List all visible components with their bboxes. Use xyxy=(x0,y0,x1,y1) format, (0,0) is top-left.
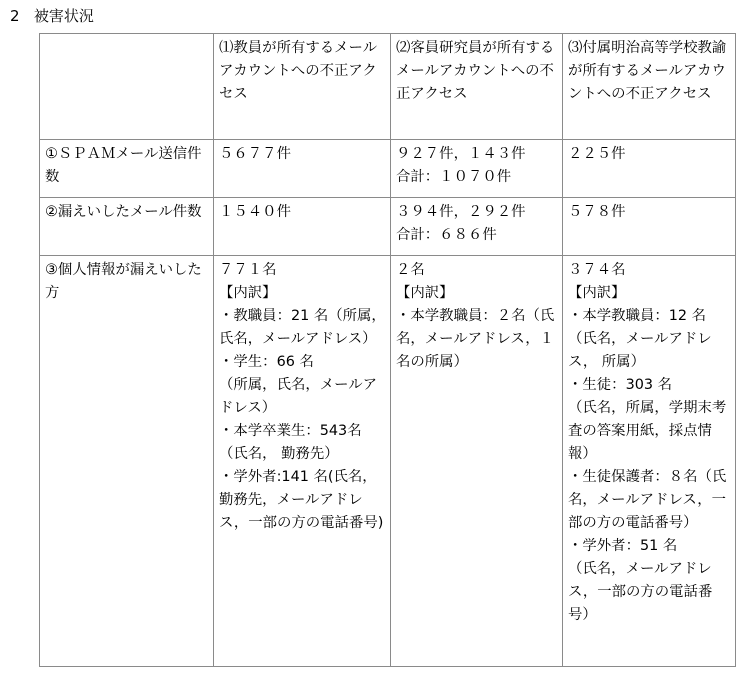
cell-line: ２名 xyxy=(396,262,425,278)
personal-info-col1 xyxy=(214,256,391,667)
header-corner-cell xyxy=(40,34,214,140)
personal-info-col3 xyxy=(563,256,736,667)
table-row-leaked-mail xyxy=(40,198,736,256)
cell-line: ・生徒保護者：８名（氏名，メールアドレス，一部の方の電話番号） xyxy=(568,469,727,531)
cell-line: 【内訳】 xyxy=(396,285,454,301)
header-col2-cell: ⑵客員研究員が所有するメールアカウントへの不正アクセス xyxy=(391,34,563,140)
cell-line: ９２７件，１４３件 xyxy=(396,146,526,162)
cell-line: ２２５件 xyxy=(568,146,626,162)
spam-count-col2 xyxy=(391,140,563,198)
header-col1-cell: ⑴教員が所有するメールアカウントへの不正アクセス xyxy=(214,34,391,140)
cell-line: 【内訳】 xyxy=(219,285,277,301)
section-title: 被害状況 xyxy=(33,7,94,25)
header-col3-cell: ⑶付属明治高等学校教諭が所有するメールアカウントへの不正アクセス xyxy=(563,34,736,140)
cell-line: ・本学教職員：２名（氏名，メールアドレス，１名の所属） xyxy=(396,308,555,370)
cell-line: ５７８件 xyxy=(568,204,626,220)
cell-line: （所属，氏名，メールアドレス） xyxy=(219,377,378,416)
cell-line: （氏名，メールアドレス，一部の方の電話番号） xyxy=(568,561,713,623)
damage-table xyxy=(39,33,736,667)
table-row-spam-count xyxy=(40,140,736,198)
section-number: 2 xyxy=(10,7,20,25)
cell-line: ３９４件，２９２件 xyxy=(396,204,526,220)
spam-count-col1 xyxy=(214,140,391,198)
cell-line: １５４０件 xyxy=(219,204,291,220)
row-label-spam-count: ①ＳＰＡＭメール送信件数 xyxy=(40,140,214,198)
leaked-mail-col1 xyxy=(214,198,391,256)
cell-line: ３７４名 xyxy=(568,262,626,278)
cell-line: 合計：１０７０件 xyxy=(396,169,512,185)
cell-line: （氏名，所属，学期末考査の答案用紙，採点情報） xyxy=(568,400,727,462)
table-row-personal-info xyxy=(40,256,736,667)
cell-line: ・学外者:141 名(氏名，勤務先，メールアドレス，一部の方の電話番号) xyxy=(219,469,384,531)
cell-line: ５６７７件 xyxy=(219,146,291,162)
cell-line: 【内訳】 xyxy=(568,285,626,301)
cell-line: ・学外者：51 名 xyxy=(568,538,678,554)
cell-line: ７７１名 xyxy=(219,262,277,278)
cell-line: ・学生：66 名 xyxy=(219,354,314,370)
cell-line: ・教職員：21 名（所属，氏名，メールアドレス） xyxy=(219,308,386,347)
section-heading xyxy=(10,5,94,27)
cell-line: 合計：６８６件 xyxy=(396,227,497,243)
cell-line: ・本学教職員：12 名（氏名，メールアドレス， 所属） xyxy=(568,308,712,370)
spam-count-col3 xyxy=(563,140,736,198)
row-label-personal-info: ③個人情報が漏えいした方 xyxy=(40,256,214,667)
table-header-row xyxy=(40,34,736,140)
leaked-mail-col2 xyxy=(391,198,563,256)
personal-info-col2 xyxy=(391,256,563,667)
cell-line: ・生徒：303 名 xyxy=(568,377,672,393)
row-label-leaked-mail: ②漏えいしたメール件数 xyxy=(40,198,214,256)
leaked-mail-col3 xyxy=(563,198,736,256)
cell-line: ・本学卒業生：543名（氏名， 勤務先） xyxy=(219,423,362,462)
